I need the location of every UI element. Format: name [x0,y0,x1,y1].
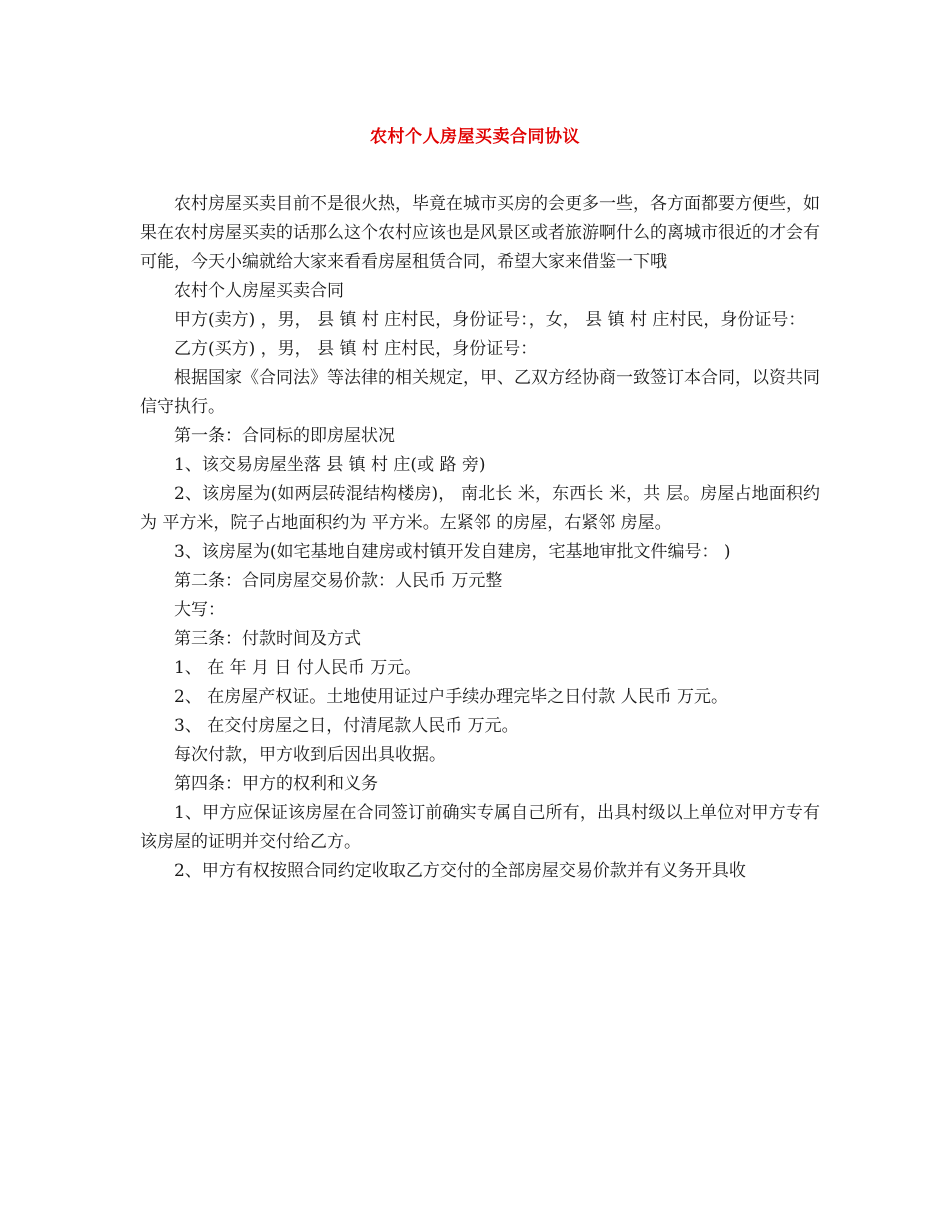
article-1-item-1: 1、该交易房屋坐落 县 镇 村 庄(或 路 旁) [174,455,486,475]
intro-paragraph: 农村房屋买卖目前不是很火热，毕竟在城市买房的会更多一些，各方面都要方便些，如果在农村房屋买卖的话那么这个农村应该也是风景区或者旅游啊什么的离城市很近的才会有可能，今天小编就给大家来看看房屋租赁合同，希望大家来借鉴一下哦 [140,194,820,272]
article-4-item-2: 2、甲方有权按照合同约定收取乙方交付的全部房屋交易价款并有义务开具收 [174,861,746,881]
article-4-item-1: 1、甲方应保证该房屋在合同签订前确实专属自己所有，出具村级以上单位对甲方专有该房屋的证明并交付给乙方。 [140,803,820,852]
document-title: 农村个人房屋买卖合同协议 [370,127,580,147]
article-2-heading: 第二条：合同房屋交易价款：人民币 万元整 [174,571,503,591]
article-3-item-3: 3、 在交付房屋之日，付清尾款人民币 万元。 [174,716,519,736]
party-b-paragraph: 乙方(买方) ，男， 县 镇 村 庄村民，身份证号： [174,339,538,359]
article-4-heading: 第四条：甲方的权利和义务 [174,774,378,794]
document-body [140,190,820,886]
contract-heading: 农村个人房屋买卖合同 [174,281,344,301]
party-a-paragraph: 甲方(卖方) ，男， 县 镇 村 庄村民，身份证号：，女， 县 镇 村 庄村民，身份证号： [174,310,806,330]
article-1-heading: 第一条：合同标的即房屋状况 [174,426,395,446]
capital-amount-line: 大写： [174,600,225,620]
article-1-item-2: 2、该房屋为(如两层砖混结构楼房)， 南北长 米，东西长 米，共 层。房屋占地面积约为 平方米，院子占地面积约为 平方米。左紧邻 的房屋，右紧邻 房屋。 [140,484,820,533]
article-3-item-1: 1、 在 年 月 日 付人民币 万元。 [174,658,422,678]
receipt-line: 每次付款，甲方收到后因出具收据。 [174,745,446,765]
article-3-heading: 第三条：付款时间及方式 [174,629,361,649]
legal-basis-paragraph: 根据国家《合同法》等法律的相关规定，甲、乙双方经协商一致签订本合同，以资共同信守执行。 [140,368,820,417]
article-1-item-3: 3、该房屋为(如宅基地自建房或村镇开发自建房，宅基地审批文件编号： ) [174,542,731,562]
article-3-item-2: 2、 在房屋产权证。土地使用证过户手续办理完毕之日付款 人民币 万元。 [174,687,729,707]
